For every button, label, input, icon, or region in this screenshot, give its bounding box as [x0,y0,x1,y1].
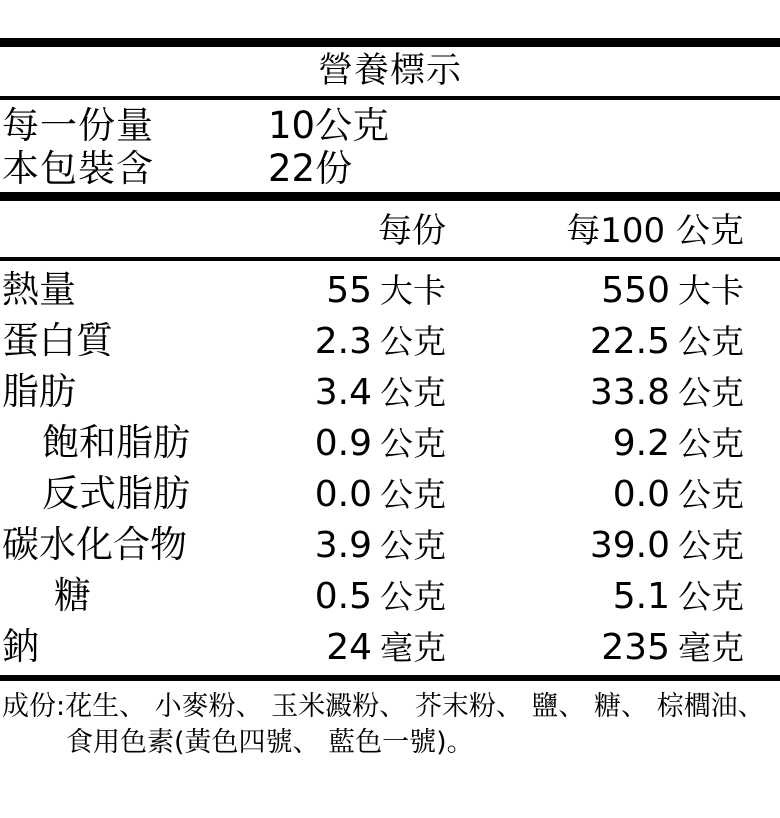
serving-size-value: 10公克 [268,104,390,147]
nutrient-per-serving [238,625,468,671]
unit: 公克 [678,424,744,463]
table-row [0,369,780,420]
serving-info [0,100,780,192]
servings-per-package-label: 本包裝含 [2,147,154,190]
unit: 公克 [678,577,744,616]
nutrient-per-serving [238,421,468,467]
unit: 公克 [380,424,446,463]
nutrient-name: 糖 [54,574,91,617]
nutrient-per-100g [468,523,758,569]
nutrient-name: 熱量 [2,268,76,311]
nutrition-label [0,38,780,818]
nutrient-name: 鈉 [2,625,39,668]
value: 0.0 [612,474,670,515]
table-row [0,318,780,369]
value: 24 [326,627,372,668]
divider-top [0,38,780,47]
page-title: 營養標示 [317,51,462,91]
table-row [0,522,780,573]
nutrient-name: 飽和脂肪 [42,421,190,464]
serving-size-label: 每一份量 [2,104,154,147]
unit: 公克 [380,322,446,361]
unit: 毫克 [380,628,446,667]
unit: 公克 [678,322,744,361]
nutrient-per-100g [468,625,758,671]
value: 0.5 [314,576,372,617]
nutrient-per-100g [468,421,758,467]
nutrient-per-100g [468,319,758,365]
value: 5.1 [612,576,670,617]
value: 9.2 [612,423,670,464]
table-row [0,420,780,471]
column-headers [0,201,780,257]
nutrient-per-100g [468,574,758,620]
nutrient-per-serving [238,319,468,365]
value: 2.3 [314,321,372,362]
unit: 毫克 [678,628,744,667]
value: 55 [326,270,372,311]
nutrient-per-serving [238,370,468,416]
unit: 公克 [678,526,744,565]
nutrient-name: 蛋白質 [2,319,113,362]
value: 0.0 [314,474,372,515]
nutrient-per-serving [238,472,468,518]
ingredients-section [0,681,780,761]
unit: 大卡 [380,271,446,310]
nutrient-per-100g [468,472,758,518]
servings-per-package-value: 22份 [268,147,353,190]
nutrient-per-100g [468,268,758,314]
nutrient-per-serving [238,523,468,569]
column-header-per-serving: 每份 [378,211,446,251]
nutrient-per-serving [238,268,468,314]
unit: 公克 [678,475,744,514]
table-row [0,624,780,675]
unit: 公克 [380,475,446,514]
table-row [0,267,780,318]
ingredients-line-1: 成份:花生、 小麥粉、 玉米澱粉、 芥末粉、 鹽、 糖、 棕櫚油、 [2,691,765,722]
value: 3.9 [314,525,372,566]
nutrient-name: 碳水化合物 [2,523,187,566]
value: 3.4 [314,372,372,413]
value: 550 [601,270,670,311]
value: 33.8 [589,372,670,413]
nutrient-per-100g [468,370,758,416]
unit: 公克 [380,526,446,565]
table-row [0,471,780,522]
table-row [0,573,780,624]
nutrient-name: 脂肪 [2,370,76,413]
servings-per-package-row [0,147,780,190]
unit: 大卡 [678,271,744,310]
unit: 公克 [380,577,446,616]
value: 235 [601,627,670,668]
value: 22.5 [589,321,670,362]
divider-under-serving [0,192,780,201]
column-header-per-100g: 每100 公克 [566,211,744,251]
nutrient-table [0,261,780,675]
ingredients-line-2: 食用色素(黃色四號、 藍色一號)。 [66,727,474,758]
unit: 公克 [678,373,744,412]
unit: 公克 [380,373,446,412]
value: 39.0 [589,525,670,566]
nutrient-name: 反式脂肪 [42,472,190,515]
serving-size-row [0,104,780,147]
value: 0.9 [314,423,372,464]
nutrient-per-serving [238,574,468,620]
